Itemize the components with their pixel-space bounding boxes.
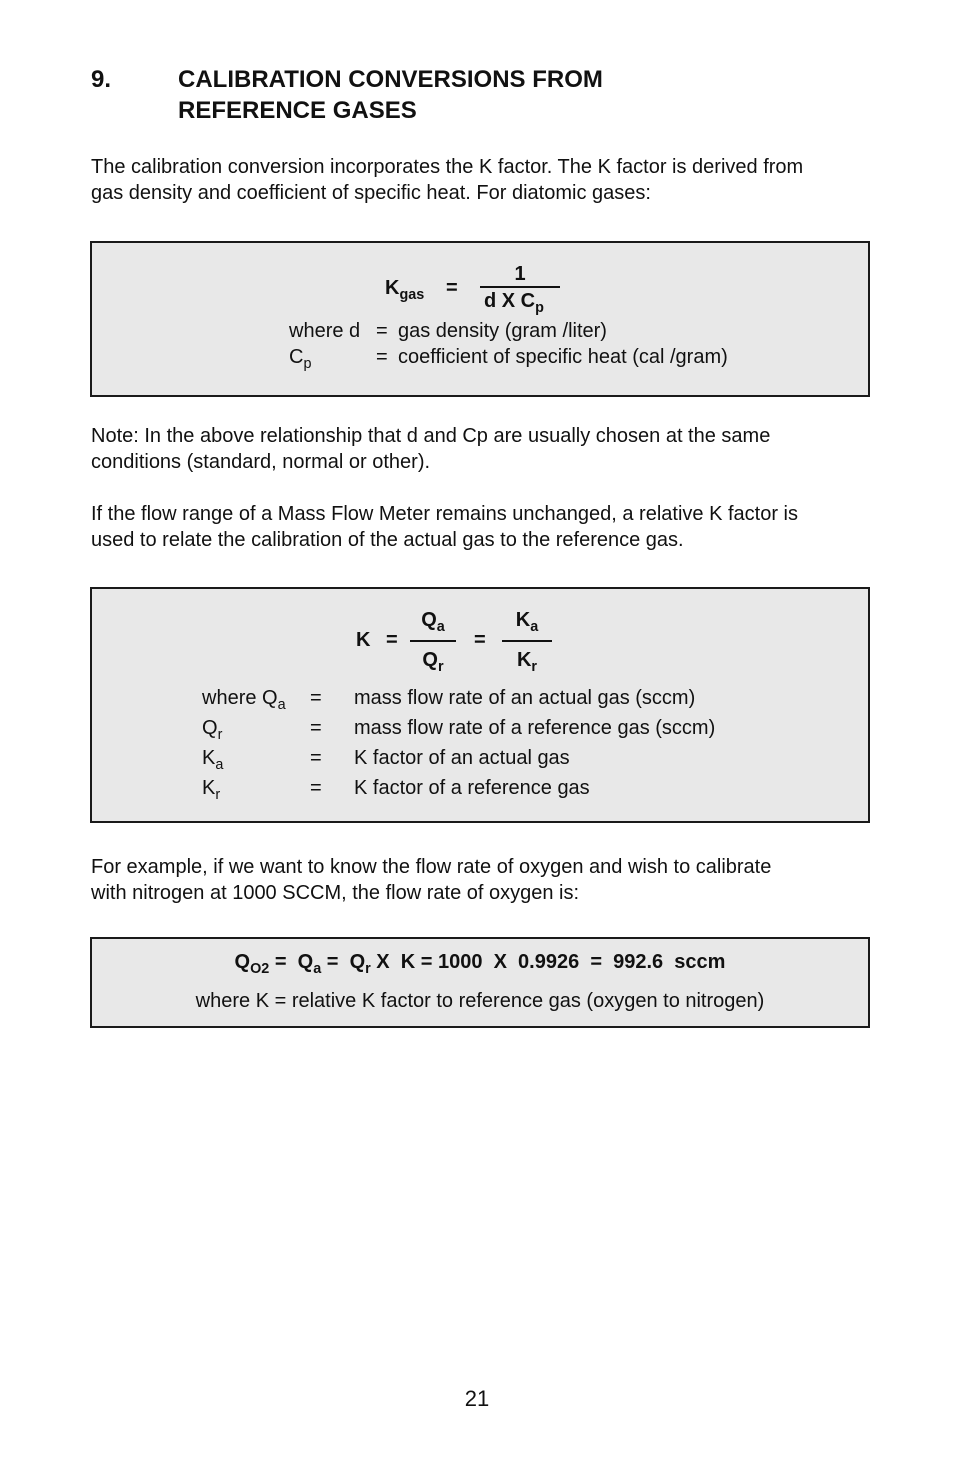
qa-subscript: a	[436, 619, 445, 636]
where-d-label: where d	[289, 320, 361, 342]
calc-part2-subscript: r	[365, 961, 371, 978]
row1-text: mass flow rate of an actual gas (sccm)	[354, 687, 696, 709]
row1-label-subscript: a	[277, 697, 286, 714]
row1-label	[202, 687, 286, 714]
row3-label	[202, 747, 224, 774]
kr-symbol: K	[516, 649, 532, 671]
calc-part1-subscript: a	[313, 961, 322, 978]
frac2-denominator	[502, 649, 552, 676]
row3-label-text: K	[202, 747, 216, 769]
where-cp-label	[289, 346, 312, 373]
example-line1: For example, if we want to know the flow rate of oxygen and wish to calibrate	[91, 856, 772, 878]
calc-part3: X K = 1000 X 0.9926 = 992.6 sccm	[370, 951, 726, 973]
row3-label-subscript: a	[215, 757, 224, 774]
frac2-numerator	[502, 609, 552, 636]
where-d-equals: =	[376, 320, 388, 342]
qr-symbol: Q	[422, 649, 438, 671]
row3-text: K factor of an actual gas	[354, 747, 570, 769]
calc-part2: = Q	[321, 951, 366, 973]
k-gas-lhs	[385, 277, 425, 304]
row2-label-text: Q	[202, 717, 218, 739]
q-o2-subscript: O2	[250, 961, 270, 978]
cp-symbol: C	[289, 346, 304, 368]
row3-equals: =	[310, 747, 322, 769]
cp-subscript: p	[303, 356, 312, 373]
oxygen-calculation-where: where K = relative K factor to reference gas (oxygen to nitrogen)	[195, 990, 765, 1012]
row2-label-subscript: r	[217, 727, 223, 744]
note-paragraph	[91, 423, 881, 475]
k-gas-denominator-text: d X C	[484, 290, 536, 312]
page-number: 21	[464, 1386, 490, 1411]
qa-symbol: Q	[421, 609, 437, 631]
frac2-bar	[502, 640, 552, 642]
frac1-denominator	[410, 649, 456, 676]
note-line1: Note: In the above relationship that d and Cp are usually chosen at the same	[91, 425, 771, 447]
row1-equals: =	[310, 687, 322, 709]
calc-part1: = Q	[269, 951, 314, 973]
relative-line2: used to relate the calibration of the actual gas to the reference gas.	[91, 529, 684, 551]
k-gas-equals: =	[446, 277, 458, 299]
row4-text: K factor of a reference gas	[354, 777, 590, 799]
ka-subscript: a	[530, 619, 539, 636]
row2-label	[202, 717, 223, 744]
intro-paragraph	[91, 154, 881, 206]
q-o2-symbol: Q	[234, 951, 251, 973]
row4-label-text: K	[202, 777, 216, 799]
ka-symbol: K	[515, 609, 531, 631]
example-paragraph	[91, 854, 881, 906]
where-cp-equals: =	[376, 346, 388, 368]
k-gas-formula-box	[90, 241, 870, 397]
k-gas-numerator: 1	[514, 263, 526, 285]
oxygen-calculation-formula	[92, 951, 868, 978]
example-line2: with nitrogen at 1000 SCCM, the flow rate of oxygen is:	[91, 882, 580, 904]
kr-subscript: r	[531, 659, 538, 676]
row2-text: mass flow rate of a reference gas (sccm)	[354, 717, 716, 739]
section-title-line1: CALIBRATION CONVERSIONS FROM	[178, 66, 603, 93]
section-title-line2: REFERENCE GASES	[178, 97, 417, 124]
relative-k-equals2: =	[474, 629, 486, 651]
row1-label-text: where Q	[202, 687, 278, 709]
relative-k-formula-box	[90, 587, 870, 823]
intro-line2: gas density and coefficient of specific heat. For diatomic gases:	[91, 182, 651, 204]
relative-line1: If the flow range of a Mass Flow Meter remains unchanged, a relative K factor is	[91, 503, 798, 525]
qr-subscript: r	[437, 659, 444, 676]
k-gas-symbol: K	[385, 277, 400, 299]
where-cp-text: coefficient of specific heat (cal /gram)	[398, 346, 728, 368]
frac1-numerator	[410, 609, 456, 636]
note-line2: conditions (standard, normal or other).	[91, 451, 431, 473]
k-gas-subscript: gas	[399, 287, 425, 304]
k-gas-fraction-bar	[480, 286, 560, 288]
intro-line1: The calibration conversion incorporates the K factor. The K factor is derived from	[91, 156, 804, 178]
where-d-text: gas density (gram /liter)	[398, 320, 607, 342]
relative-k-paragraph	[91, 501, 881, 553]
row2-equals: =	[310, 717, 322, 739]
frac1-bar	[410, 640, 456, 642]
k-gas-denominator-subscript: p	[535, 300, 544, 317]
row4-label	[202, 777, 221, 804]
relative-k-symbol: K	[356, 629, 371, 651]
relative-k-equals1: =	[386, 629, 398, 651]
oxygen-calculation-box	[90, 937, 870, 1028]
row4-label-subscript: r	[215, 787, 221, 804]
row4-equals: =	[310, 777, 322, 799]
section-number: 9.	[91, 66, 112, 93]
k-gas-denominator	[484, 290, 544, 317]
